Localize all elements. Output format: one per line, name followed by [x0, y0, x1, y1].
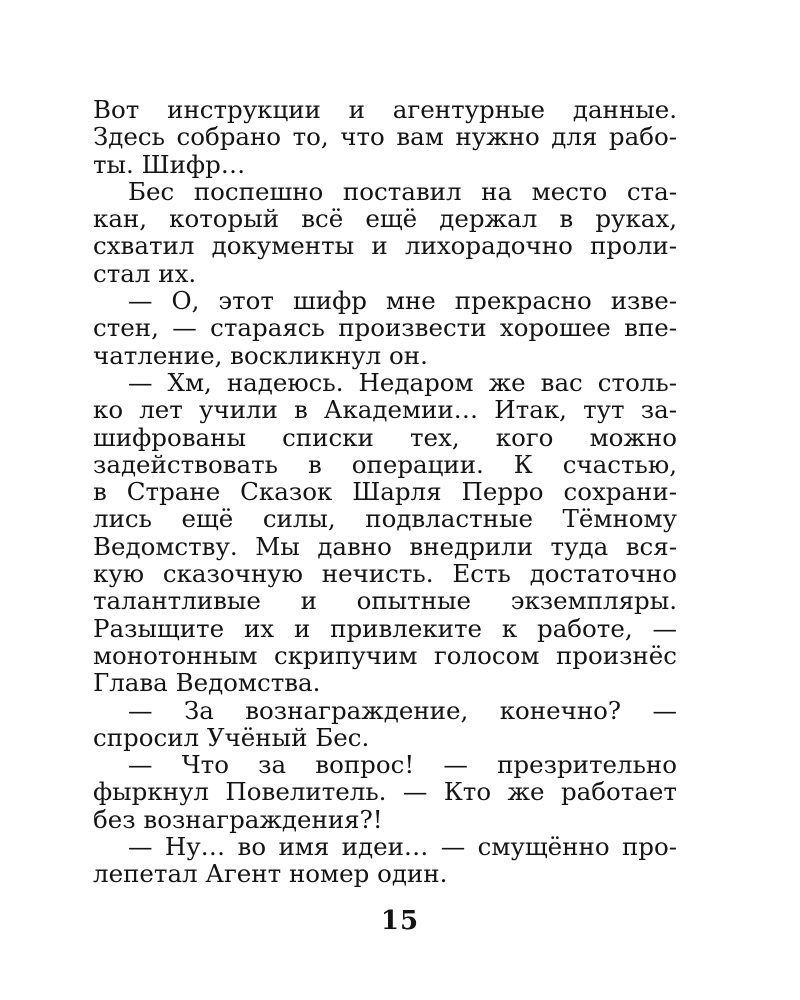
text-line: чатление, воскликнул он.: [93, 340, 428, 370]
text-line: задействовать в операции. К счастью,: [93, 449, 677, 479]
body-text: [93, 96, 677, 888]
text-line: ко лет учили в Академии… Итак, тут за-: [93, 395, 677, 425]
text-line: Здесь собрано то, что вам нужно для рабо-: [93, 122, 677, 152]
text-line: стал их.: [93, 258, 197, 288]
text-line: кан, который всё ещё держал в руках,: [93, 204, 677, 234]
text-line: фыркнул Повелитель. — Кто же работает: [93, 777, 677, 807]
text-line: — О, этот шифр мне прекрасно изве-: [128, 286, 677, 316]
text-line: Бес поспешно поставил на место ста-: [128, 176, 677, 206]
text-line: Ведомству. Мы давно внедрили туда вся-: [93, 531, 677, 561]
text-line: без вознаграждения?!: [93, 804, 383, 834]
text-line: шифрованы списки тех, кого можно: [93, 422, 677, 452]
page-number: 15: [380, 906, 420, 936]
text-line: Вот инструкции и агентурные данные.: [93, 95, 677, 124]
text-line: ты. Шифр…: [93, 149, 246, 179]
text-line: схватил документы и лихорадочно проли-: [93, 231, 677, 261]
text-line: монотонным скрипучим голосом произнёс: [93, 640, 677, 670]
text-line: лись ещё силы, подвластные Тёмному: [93, 504, 677, 534]
text-line: — Ну… во имя идеи… — смущённо про-: [128, 832, 677, 862]
text-line: Разыщите их и привлеките к работе, —: [93, 613, 677, 643]
text-line: — За вознаграждение, конечно? —: [128, 695, 677, 725]
text-line: лепетал Агент номер один.: [93, 859, 448, 889]
text-line: стен, — стараясь произвести хорошее впе-: [93, 313, 677, 343]
text-line: спросил Учёный Бес.: [93, 722, 370, 752]
text-line: — Хм, надеюсь. Недаром же вас столь-: [128, 367, 677, 397]
text-line: — Что за вопрос! — презрительно: [128, 750, 677, 780]
text-line: в Стране Сказок Шарля Перро сохрани-: [93, 477, 677, 507]
text-line: талантливые и опытные экземпляры.: [93, 586, 677, 616]
text-line: Глава Ведомства.: [93, 668, 321, 698]
text-line: кую сказочную нечисть. Есть достаточно: [93, 559, 677, 589]
